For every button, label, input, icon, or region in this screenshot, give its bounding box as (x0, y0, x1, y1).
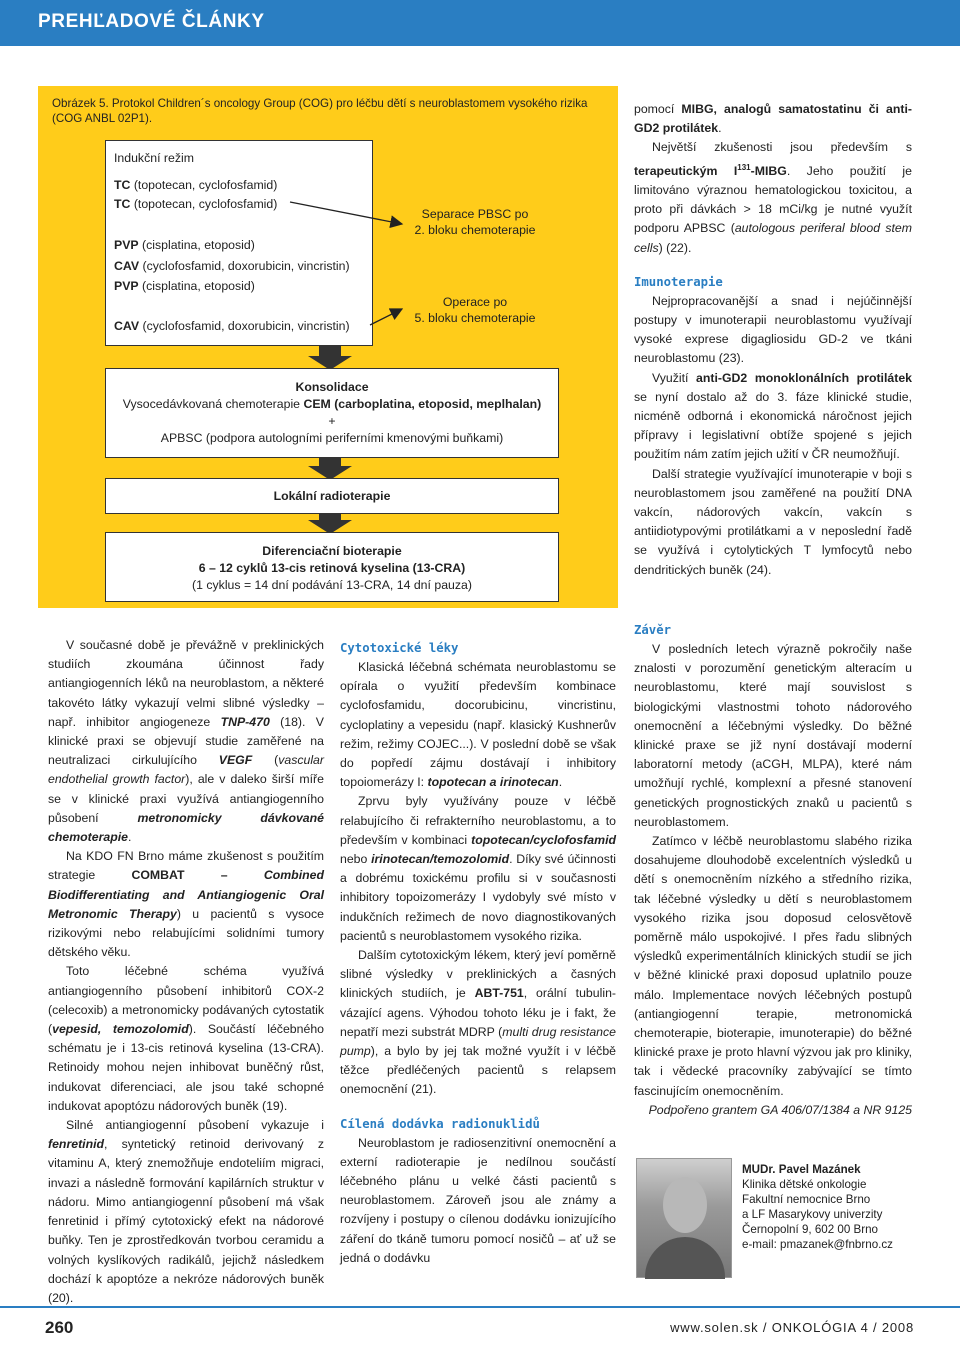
author-line: Černopolní 9, 602 00 Brno (742, 1223, 879, 1236)
operace-label: Operace po 5. bloku chemoterapie (414, 295, 536, 325)
paragraph: Zatímco v léčbě neuroblastomu slabého rizika dosahujeme dlouhodobě excelentních výsledků u dětí s onemocněním nízkého a středního rizika, tak léčebné výsledky u dětí s neuroblastomem vysokého rizika jsou doposud celosvětově poměrně málo uspokojivé. I přes řadu slibných výsledků experimentálních klinických studií se jich v běžné klinické praxi doposud uplatnilo pouze málo. Implementace nových léčebných postupů (antiangiogenní terapie, metronomická chemoterapie, bioterapie, imunoterapie) do běžné klinické praxe je proto hlavní výzvou jak pro kliniky, tak i vědecké pracovníky zabývající se tímto fascinujícím onemocněním. (634, 834, 912, 1098)
down-arrow-icon (308, 458, 352, 480)
column-3-lower (634, 620, 912, 1120)
paragraph: Nejpropracovanější a snad i nejúčinnější postupy v imunoterapii neuroblastomu využívají vysoké exprese digagliosidu GD-2 ve tkáni neuroblastomu (23). (634, 293, 912, 366)
induction-line: CAV (cyclofosfamid, doxorubicin, vincristin) (114, 319, 350, 333)
section-title: PREHĽADOVÉ ČLÁNKY (38, 11, 265, 32)
bioterapie-box: Diferenciační bioterapie 6 – 12 cyklů 13-cis retinová kyselina (13-CRA) (1 cyklus = 14 dní podávání 13-CRA, 14 dní pauza) (105, 532, 559, 602)
author-name: MUDr. Pavel Mazánek (742, 1163, 861, 1176)
author-line: Fakultní nemocnice Brno (742, 1193, 871, 1206)
induction-line: CAV (cyclofosfamid, doxorubicin, vincristin) (114, 259, 350, 273)
paragraph: V posledních letech výrazně pokročily naše znalosti v porozumění genetickým alteracím u neuroblastomu, které mají souvislost s biologickými vlastnostmi tohoto nádorového onemocnění a léčebnými výsledky. Do běžné klinické praxe se již nyní dostávají moderní laboratorní metody (aCGH, MLPA), které nám umožňují rychlé, komplexní a přesné stanovení genetických prognostických znaků u pacientů s neuroblastomem. (634, 642, 912, 829)
paragraph: Další strategie využívající imunoterapie v boji s neuroblastomem jsou zaměřené na použití DNA vakcín, nádorových vakcín, vakcín s antiidiotypovými protilátkami a v neposlední řadě se využívá i cytolytických T lymfocytů nebo dendritických buněk (24). (634, 466, 912, 577)
down-arrow-icon (308, 346, 352, 370)
grant-note: Podpořeno grantem GA 406/07/1384 a NR 9125 (648, 1102, 912, 1117)
page-number: 260 (45, 1318, 74, 1337)
paragraph: pomocí MIBG, analogů samatostatinu či anti-GD2 protilátek. (634, 102, 913, 136)
author-photo (636, 1158, 732, 1278)
author-info (742, 1162, 893, 1252)
figure-caption: Obrázek 5. Protokol Children´s oncology Group (COG) pro léčbu dětí s neuroblastomem vysokého rizika (COG ANBL 02P1). (52, 97, 588, 125)
radioterapie-box: Lokální radioterapie (105, 478, 559, 514)
paragraph: Silné antiangiogenní působení vykazuje i fenretinid, syntetický retinoid derivovaný z vitaminu A, který znemožňuje endoteliím migraci, invazi a následně formování kapilárních struktur v nádoru. Mimo antiangiogenní působení má však fenretinid i přímý cytotoxický efekt na nádorové buňky. Ten je zprostředkován tvorbou ceramidu a volných kyslíkových radikálů, jejichž následkem dochází k apoptóze a nekróze nádorových buněk (20). (48, 1118, 324, 1305)
arrow-to-operace (370, 309, 402, 325)
paragraph: Klasická léčebná schémata neuroblastomu se opírala o využití především kombinace cyclofosfamidu, docorubicinu, vincristinu, cycloplatiny a vepesidu (např. klasický Kushnerův režim, režimy COJEC...). V poslední době se však do popředí zájmu dostávají i inhibitory topoiomerázy I: topotecan a irinotecan. (340, 660, 616, 790)
paragraph: Největší zkušenosti jsou především s terapeutickým $I^{131}$-MIBG. Jeho použití je limitováno výraznou hematologickou toxicitou, a proto při dávkách > 18 mCi/kg je nutné využít podporu APBSC (autologous periferal blood stem cells) (22). (634, 140, 913, 255)
paragraph: Toto léčebné schéma využívá antiangiogenního působení inhibitorů COX-2 (celecoxib) a metronomicky podávaných cytostatik (vepesid, temozolomid). Součástí léčebného schématu je i 13-cis retinová kyselina (13-CRA). Retinoidy mohou nejen inhibovat buněčný růst, indukovat diferenciaci, ale jsou také schopné indukovat apoptózu nádorových buněk (19). (48, 964, 324, 1113)
paragraph: Na KDO FN Brno máme zkušenost s použitím strategie COMBAT – Combined Biodifferentiating and Antiangiogenic Oral Metronomic Therapy) u pacientů s vysoce rizikovými nebo relabujícími solidními tumory dětského věku. (48, 849, 324, 960)
induction-line: TC (topotecan, cyclofosfamid) (114, 178, 278, 192)
induction-line: TC (topotecan, cyclofosfamid) (114, 197, 278, 211)
column-1 (48, 636, 324, 1308)
paragraph: Využití anti-GD2 monoklonálních protilátek se nyní dostalo až do 3. fáze klinické studie, nicméně odborná i ekonomická náročnost jejich přípravy i legislativní obtíže spojené s jejich použitím nám zatím jejich užití v ČR neumožňují. (634, 370, 912, 462)
column-3-upper (634, 100, 912, 580)
paragraph: Zprvu byly využívány pouze v léčbě relabujícího či refrakterního neuroblastomu, a to především v kombinaci topotecan/cyclofosfamid nebo irinotecan/temozolomid. Díky své účinnosti a dobrému toxickému profilu si v současnosti inhibitory topoizomerázy I vydobyly své místo v indukčních režimech de novo diagnostikovaných pacientů s neuroblastomem vysokého rizika. (340, 794, 616, 943)
column-2 (340, 638, 616, 1268)
author-line: Klinika dětské onkologie (742, 1178, 867, 1191)
paragraph: Dalším cytotoxickým lékem, který jeví poměrně slibné výsledky v preklinických a časných klinických studiích, je ABT-751, orální tubulin-vázající agens. Výhodou tohoto léku je i fakt, že nepatří mezi substrát MDRP (multi drug resistance pump), a bylo by jej tak možné využít i v léčbě těžce předléčených pacientů s relapsem onemocnění (21). (340, 948, 617, 1097)
footer-divider (0, 1306, 960, 1308)
paragraph: V současné době je převážně v preklinických studiích zkoumána účinnost řady antiangiogenních léků na neuroblastom, a některé takovéto látky vykazují velmi slibné výsledky – např. inhibitor angiogeneze TNP-470 (18). V klinické praxi se objevují studie zaměřené na neutralizaci cirkulujícího VEGF (vascular endothelial growth factor), ale v daleko širší míře se v klinické praxi využívá antiangiogenního působení metronomicky dávkované chemoterapie. (48, 638, 324, 845)
induction-title: Indukční režim (114, 151, 194, 165)
separace-label: Separace PBSC po 2. bloku chemoterapie (414, 207, 536, 237)
journal-info: www.solen.sk / ONKOLÓGIA 4 / 2008 (670, 1320, 914, 1335)
paragraph: Neuroblastom je radiosenzitivní onemocnění a externí radioterapie je nedílnou součástí léčebného plánu u velké části pacientů s neuroblastomem. Zároveň jsou ale známy a rozvíjeny i postupy o cílenou dodávku ionizujícího záření do tkáně tumoru pomocí nosičů – ať už se jedná o dodávku (340, 1135, 616, 1265)
author-line: a LF Masarykovy univerzity (742, 1208, 883, 1221)
konsolidace-box: Konsolidace Vysocedávkovaná chemoterapie CEM (carboplatina, etoposid, meplhalan) + APBSC (podpora autologními periferními kmenovými buňkami) (105, 368, 559, 458)
section-heading: Cílená dodávka radionuklidů (340, 1116, 540, 1131)
author-email[interactable]: e-mail: pmazanek@fnbrno.cz (742, 1238, 893, 1251)
arrow-to-separace (290, 202, 402, 224)
induction-line: PVP (cisplatina, etoposid) (114, 279, 255, 293)
down-arrow-icon (308, 514, 352, 534)
section-heading: Závěr (634, 623, 672, 637)
section-heading: Cytotoxické léky (340, 641, 459, 655)
induction-line: PVP (cisplatina, etoposid) (114, 238, 255, 252)
section-heading: Imunoterapie (634, 274, 723, 289)
